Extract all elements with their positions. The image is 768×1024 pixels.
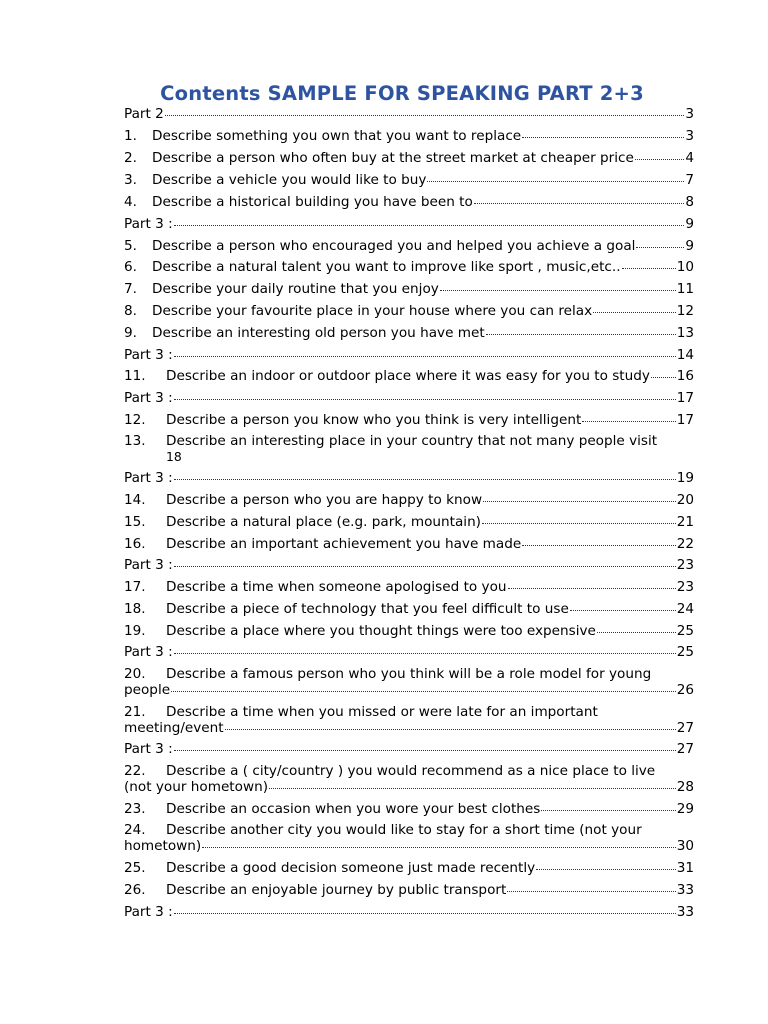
toc-page-number: 22 <box>676 536 694 552</box>
dot-leader <box>440 290 676 291</box>
toc-entry[interactable] <box>124 644 694 660</box>
toc-page-number: 19 <box>676 470 694 486</box>
toc-entry-title: Describe a person who encouraged you and helped you achieve a goal <box>152 238 636 254</box>
toc-entry-title: Describe a vehicle you would like to buy <box>152 172 427 188</box>
toc-entry-title: Describe a person you know who you think is very intelligent <box>166 412 582 428</box>
dot-leader <box>636 247 684 248</box>
toc-entry-number: 1. <box>124 128 137 144</box>
toc-page-number: 33 <box>676 882 694 898</box>
toc-entry[interactable] <box>124 557 694 573</box>
dot-leader <box>508 588 676 589</box>
toc-page-number: 8 <box>685 194 694 210</box>
toc-entry-title: Describe a person who you are happy to know <box>166 492 483 508</box>
toc-entry[interactable] <box>124 128 694 144</box>
toc-page-number: 25 <box>676 623 694 639</box>
dot-leader <box>202 847 675 848</box>
toc-entry-title: Part 3 : <box>124 644 173 660</box>
toc-page-number: 33 <box>676 904 694 920</box>
toc-entry[interactable] <box>124 536 694 552</box>
toc-entry-title-continued: meeting/event <box>124 720 224 736</box>
toc-page-number: 3 <box>685 106 694 122</box>
toc-entry-title: Describe a place where you thought things were too expensive <box>166 623 596 639</box>
toc-entry[interactable] <box>124 325 694 341</box>
toc-entry-title: Describe a person who often buy at the street market at cheaper price <box>152 150 634 166</box>
toc-page-number: 12 <box>676 303 694 319</box>
toc-entry-title: Describe an enjoyable journey by public transport <box>166 882 507 898</box>
toc-entry-number: 2. <box>124 150 137 166</box>
toc-entry-title: Describe a natural talent you want to improve like sport , music,etc.. <box>152 259 621 275</box>
toc-page-number: 21 <box>676 514 694 530</box>
toc-page-number: 17 <box>676 390 694 406</box>
dot-leader <box>582 421 675 422</box>
toc-entry[interactable] <box>124 412 694 428</box>
toc-entry[interactable] <box>124 704 694 736</box>
dot-leader <box>507 891 675 892</box>
toc-page-number: 20 <box>676 492 694 508</box>
toc-entry[interactable] <box>124 601 694 617</box>
dot-leader <box>174 356 676 357</box>
dot-leader <box>165 115 685 116</box>
toc-page-number: 3 <box>685 128 694 144</box>
dot-leader <box>570 610 676 611</box>
dot-leader <box>174 653 676 654</box>
dot-leader <box>174 479 676 480</box>
toc-page-number: 26 <box>676 682 694 698</box>
toc-entry-number: 16. <box>124 536 146 552</box>
toc-entry-number: 24. <box>124 822 146 838</box>
toc-page-number: 27 <box>676 720 694 736</box>
toc-entry-title: Describe a good decision someone just made recently <box>166 860 536 876</box>
dot-leader <box>427 181 684 182</box>
toc-entry-number: 9. <box>124 325 137 341</box>
toc-entry-number: 19. <box>124 623 146 639</box>
toc-entry[interactable] <box>124 238 694 254</box>
toc-entry[interactable] <box>124 150 694 166</box>
toc-entry-number: 15. <box>124 514 146 530</box>
toc-entry[interactable] <box>124 860 694 876</box>
toc-entry-number: 26. <box>124 882 146 898</box>
toc-page-number: 29 <box>676 801 694 817</box>
toc-entry-title: Part 3 : <box>124 390 173 406</box>
dot-leader <box>171 691 676 692</box>
dot-leader <box>486 334 676 335</box>
toc-entry[interactable] <box>124 106 694 122</box>
toc-entry-title: Describe an important achievement you have made <box>166 536 522 552</box>
toc-entry[interactable] <box>124 666 694 698</box>
toc-entry[interactable] <box>124 822 694 854</box>
dot-leader <box>483 501 676 502</box>
toc-entry-number: 17. <box>124 579 146 595</box>
toc-entry-title: Describe a ( city/country ) you would recommend as a nice place to live <box>166 763 656 779</box>
toc-entry-number: 20. <box>124 666 146 682</box>
toc-entry[interactable] <box>124 194 694 210</box>
toc-entry[interactable] <box>124 368 694 384</box>
toc-page-number: 30 <box>676 838 694 854</box>
toc-entry-title: Describe an interesting old person you have met <box>152 325 485 341</box>
dot-leader <box>225 729 676 730</box>
toc-entry[interactable] <box>124 303 694 319</box>
toc-page-number: 23 <box>676 557 694 573</box>
toc-entry-title: Part 3 : <box>124 470 173 486</box>
toc-entry-title: Part 3 : <box>124 216 173 232</box>
toc-page-number: 10 <box>676 259 694 275</box>
toc-page-number: 28 <box>676 779 694 795</box>
toc-entry[interactable] <box>124 259 694 275</box>
dot-leader <box>622 268 676 269</box>
toc-page-number: 16 <box>676 368 694 384</box>
toc-page-number: 27 <box>676 741 694 757</box>
toc-page-number: 14 <box>676 347 694 363</box>
toc-entry-title: Part 2 <box>124 106 164 122</box>
toc-entry[interactable] <box>124 579 694 595</box>
toc-entry-number: 22. <box>124 763 146 779</box>
toc-entry[interactable] <box>124 470 694 486</box>
dot-leader <box>269 788 676 789</box>
dot-leader <box>522 545 675 546</box>
toc-entry-number: 18. <box>124 601 146 617</box>
toc-page-number: 18 <box>166 449 182 464</box>
toc-page-number: 25 <box>676 644 694 660</box>
toc-entry-title: Describe another city you would like to stay for a short time (not your <box>166 822 642 838</box>
toc-entry-number: 25. <box>124 860 146 876</box>
toc-entry-title: Describe your favourite place in your house where you can relax <box>152 303 593 319</box>
dot-leader <box>522 137 684 138</box>
toc-entry[interactable] <box>124 390 694 406</box>
toc-entry-number: 11. <box>124 368 146 384</box>
dot-leader <box>597 632 676 633</box>
toc-page-number: 4 <box>685 150 694 166</box>
toc-page-number: 24 <box>676 601 694 617</box>
toc-entry[interactable] <box>124 904 694 920</box>
dot-leader <box>174 913 676 914</box>
toc-entry[interactable] <box>124 492 694 508</box>
toc-entry[interactable] <box>124 172 694 188</box>
toc-entry-title: Describe a piece of technology that you feel difficult to use <box>166 601 569 617</box>
toc-entry-number: 12. <box>124 412 146 428</box>
dot-leader <box>174 225 685 226</box>
toc-entry-title: Describe something you own that you want to replace <box>152 128 522 144</box>
dot-leader <box>174 399 676 400</box>
dot-leader <box>541 810 675 811</box>
toc-entry[interactable] <box>124 347 694 363</box>
toc-entry-title: Describe an occasion when you wore your best clothes <box>166 801 541 817</box>
toc-entry-title-continued: people <box>124 682 171 698</box>
toc-entry-title: Describe a famous person who you think will be a role model for young <box>166 666 652 682</box>
toc-entry[interactable] <box>124 763 694 795</box>
toc-entry[interactable] <box>124 741 694 757</box>
toc-page-number: 31 <box>676 860 694 876</box>
toc-entry-number: 4. <box>124 194 137 210</box>
toc-entry-number: 23. <box>124 801 146 817</box>
toc-page-number: 13 <box>676 325 694 341</box>
dot-leader <box>635 159 684 160</box>
dot-leader <box>651 377 676 378</box>
toc-entry-number: 7. <box>124 281 137 297</box>
dot-leader <box>536 869 676 870</box>
toc-entry-title: Describe your daily routine that you enjoy <box>152 281 439 297</box>
toc-entry-title-continued: (not your hometown) <box>124 779 268 795</box>
toc-page-number: 11 <box>676 281 694 297</box>
toc-entry-title: Part 3 : <box>124 904 173 920</box>
toc-entry[interactable] <box>124 882 694 898</box>
toc-entry-title: Part 3 : <box>124 347 173 363</box>
toc-entry-title: Describe a time when you missed or were late for an important <box>166 704 598 720</box>
toc-entry-title: Describe an interesting place in your country that not many people visit <box>166 433 658 449</box>
toc-entry-title: Part 3 : <box>124 557 173 573</box>
toc-entry[interactable] <box>124 216 694 232</box>
toc-entry-title: Describe a natural place (e.g. park, mountain) <box>166 514 481 530</box>
toc-entry[interactable] <box>124 801 694 817</box>
dot-leader <box>482 523 676 524</box>
dot-leader <box>174 566 676 567</box>
toc-page-number: 17 <box>676 412 694 428</box>
toc-entry-title: Part 3 : <box>124 741 173 757</box>
toc-entry-number: 5. <box>124 238 137 254</box>
toc-page-number: 7 <box>685 172 694 188</box>
toc-page-number: 23 <box>676 579 694 595</box>
toc-entry-number: 8. <box>124 303 137 319</box>
dot-leader <box>474 203 685 204</box>
toc-entry-number: 21. <box>124 704 146 720</box>
toc-entry-number: 13. <box>124 433 146 449</box>
toc-entry-title: Describe an indoor or outdoor place where it was easy for you to study <box>166 368 650 384</box>
toc-entry-number: 6. <box>124 259 137 275</box>
dot-leader <box>593 312 676 313</box>
dot-leader <box>174 750 676 751</box>
toc-page-number: 9 <box>685 216 694 232</box>
toc-page-number: 9 <box>685 238 694 254</box>
page-title: Contents SAMPLE FOR SPEAKING PART 2+3 <box>160 82 644 105</box>
toc-entry-title-continued: hometown) <box>124 838 202 854</box>
toc-entry-title: Describe a time when someone apologised to you <box>166 579 507 595</box>
toc-entry[interactable] <box>124 623 694 639</box>
toc-entry-number: 3. <box>124 172 137 188</box>
toc-entry-title: Describe a historical building you have been to <box>152 194 473 210</box>
toc-entry[interactable] <box>124 281 694 297</box>
toc-entry[interactable] <box>124 514 694 530</box>
toc-entry[interactable] <box>124 433 694 465</box>
toc-entry-number: 14. <box>124 492 146 508</box>
